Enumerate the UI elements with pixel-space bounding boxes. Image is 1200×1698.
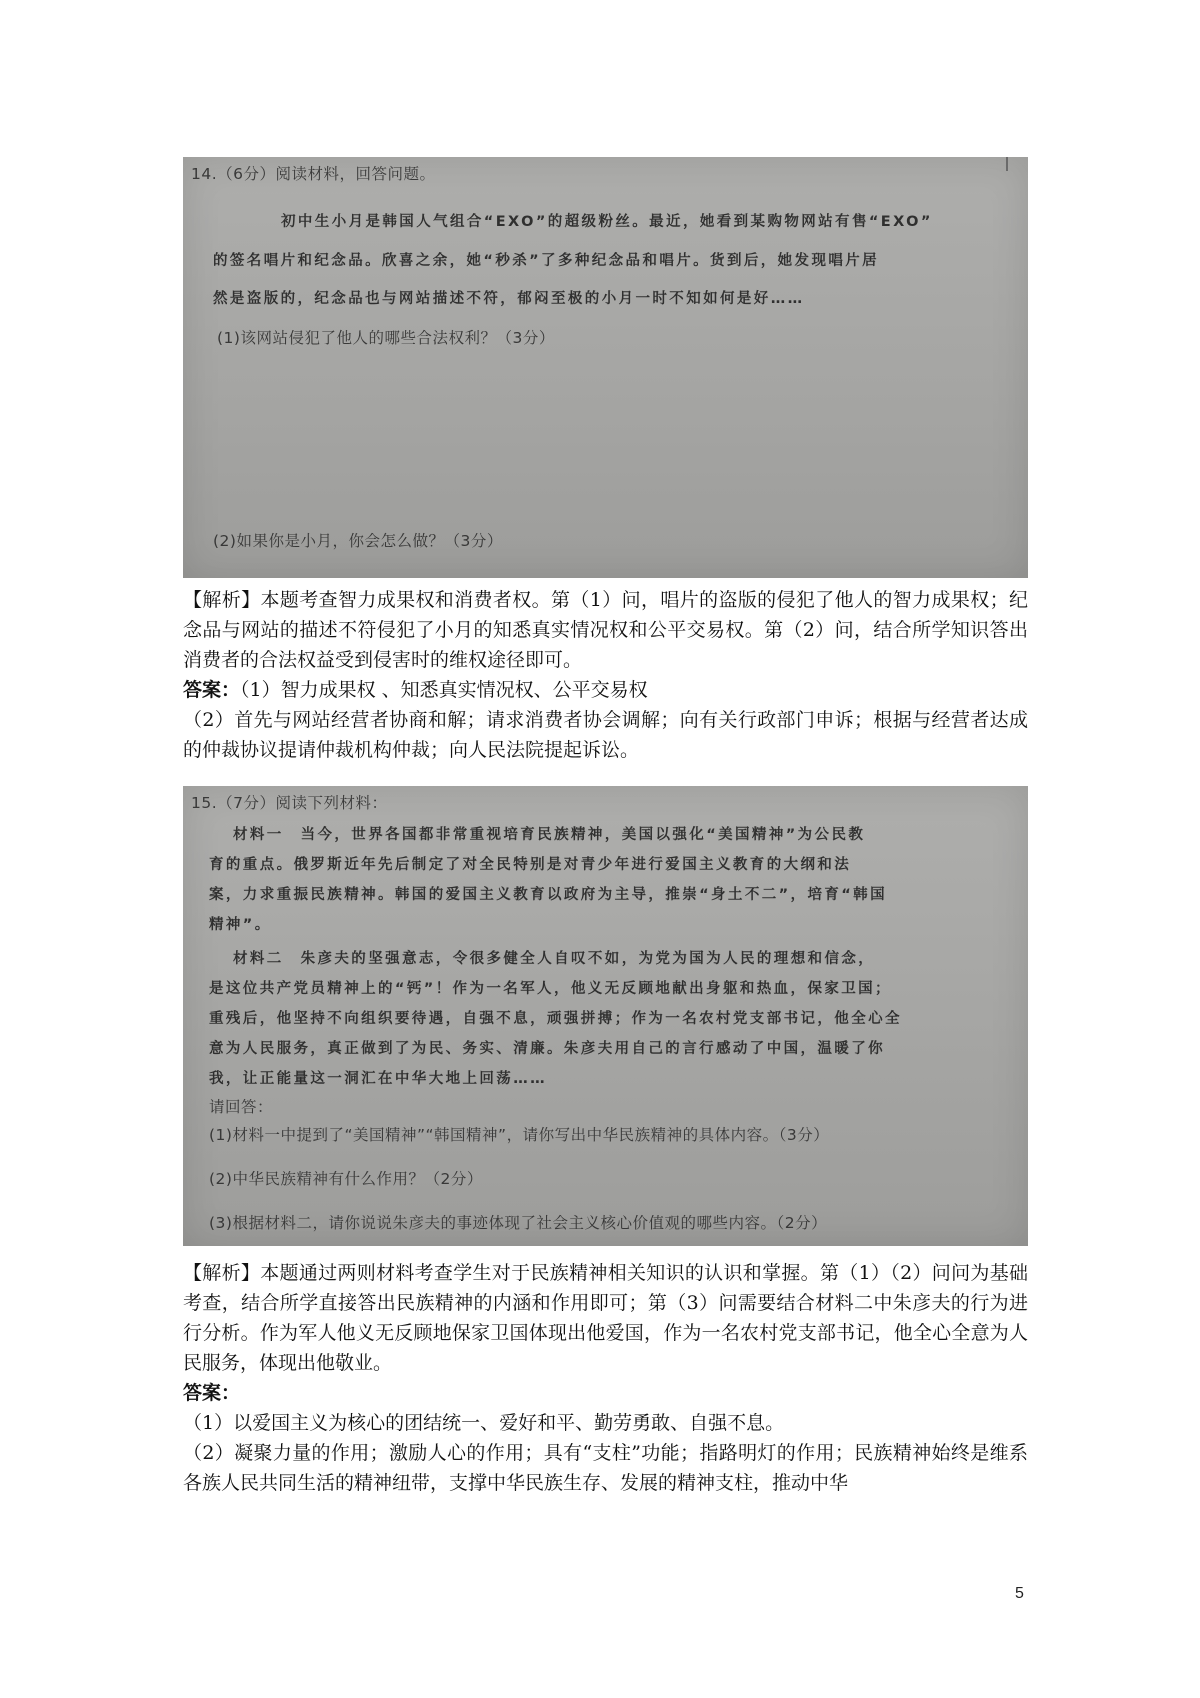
- question-14-header: 14.（6分）阅读材料，回答问题。: [191, 165, 436, 183]
- question-15-sub-question-2: (2)中华民族精神有什么作用？（2分）: [209, 1170, 483, 1188]
- question-14-solution: [183, 585, 1028, 765]
- question-15-material-line-3: 案，力求重振民族精神。韩国的爱国主义教育以政府为主导，推崇“身土不二”，培育“韩国: [209, 887, 887, 903]
- question-15-answer-2: （2）凝聚力量的作用；激励人心的作用；具有“支柱”功能；指路明灯的作用；民族精神始终是维系各族人民共同生活的精神纽带，支撑中华民族生存、发展的精神支柱，推动中华: [183, 1442, 1028, 1494]
- question-15-material-line-6: 是这位共产党员精神上的“钙”！作为一名军人，他义无反顾地献出身躯和热血，保家卫国；: [209, 981, 892, 997]
- question-14-analysis: 【解析】本题考查智力成果权和消费者权。第（1）问，唱片的盗版的侵犯了他人的智力成果权；纪念品与网站的描述不符侵犯了小月的知悉真实情况权和公平交易权。第（2）问，结合所学知识答出消费者的合法权益受到侵害时的维权途径即可。: [183, 589, 1028, 671]
- question-15-material-line-5: 材料二 朱彦夫的坚强意志，令很多健全人自叹不如，为党为国为人民的理想和信念，: [233, 951, 876, 967]
- question-14-material-line-3: 然是盗版的，纪念品也与网站描述不符，郁闷至极的小月一时不知如何是好……: [213, 291, 805, 307]
- question-15-solution: [183, 1258, 1028, 1498]
- question-14-sub-question-2: (2)如果你是小月，你会怎么做？（3分）: [213, 532, 503, 550]
- paper-edge-line: [1006, 157, 1008, 171]
- question-15-material-line-4: 精神”。: [209, 917, 272, 933]
- page-number: 5: [1015, 1585, 1024, 1602]
- question-15-material-line-2: 育的重点。俄罗斯近年先后制定了对全民特别是对青少年进行爱国主义教育的大纲和法: [209, 857, 852, 873]
- question-15-answer-label: 答案：: [183, 1382, 241, 1404]
- question-14-material-line-1: 初中生小月是韩国人气组合“EXO”的超级粉丝。最近，她看到某购物网站有售“EXO”: [281, 214, 933, 230]
- question-15-sub-question-3: (3)根据材料二，请你说说朱彦夫的事迹体现了社会主义核心价值观的哪些内容。（2分）: [209, 1214, 828, 1232]
- question-14-answer-heading: [183, 675, 1028, 705]
- question-15-material-line-7: 重残后，他坚持不向组织要待遇，自强不息，顽强拼搏；作为一名农村党支部书记，他全心全: [209, 1011, 902, 1027]
- question-15-material-line-9: 我，让正能量这一洞汇在中华大地上回荡……: [209, 1071, 547, 1087]
- question-14-answer-2: （2）首先与网站经营者协商和解；请求消费者协会调解；向有关行政部门申诉；根据与经营者达成的仲裁协议提请仲裁机构仲裁；向人民法院提起诉讼。: [183, 709, 1028, 761]
- question-15-answer-1: （1）以爱国主义为核心的团结统一、爱好和平、勤劳勇敢、自强不息。: [183, 1412, 785, 1434]
- question-15-sub-question-1: (1)材料一中提到了“美国精神”“韩国精神”，请你写出中华民族精神的具体内容。（3分）: [209, 1126, 830, 1144]
- question-15-analysis: 【解析】本题通过两则材料考查学生对于民族精神相关知识的认识和掌握。第（1）（2）问问为基础考查，结合所学直接答出民族精神的内涵和作用即可；第（3）问需要结合材料二中朱彦夫的行为进行分析。作为军人他义无反顾地保家卫国体现出他爱国，作为一名农村党支部书记，他全心全意为人民服务，体现出他敬业。: [183, 1262, 1028, 1374]
- question-14-material-line-2: 的签名唱片和纪念品。欣喜之余，她“秒杀”了多种纪念品和唱片。货到后，她发现唱片居: [213, 253, 880, 269]
- answer-label: 答案：: [183, 679, 241, 701]
- question-14-sub-question-1: (1)该网站侵犯了他人的哪些合法权利？（3分）: [217, 329, 555, 347]
- question-15-header: 15.（7分）阅读下列材料：: [191, 794, 388, 812]
- question-15-material-line-8: 意为人民服务，真正做到了为民、务实、清廉。朱彦夫用自己的言行感动了中国，温暖了你: [209, 1041, 885, 1057]
- question-15-material-line-1: 材料一 当今，世界各国都非常重视培育民族精神，美国以强化“美国精神”为公民教: [233, 827, 866, 843]
- question-14-answer-1: （1）智力成果权 、知悉真实情况权、公平交易权: [240, 679, 648, 701]
- question-14-photo: [183, 157, 1028, 578]
- question-15-photo: [183, 786, 1028, 1246]
- question-15-prompt: 请回答：: [209, 1098, 274, 1116]
